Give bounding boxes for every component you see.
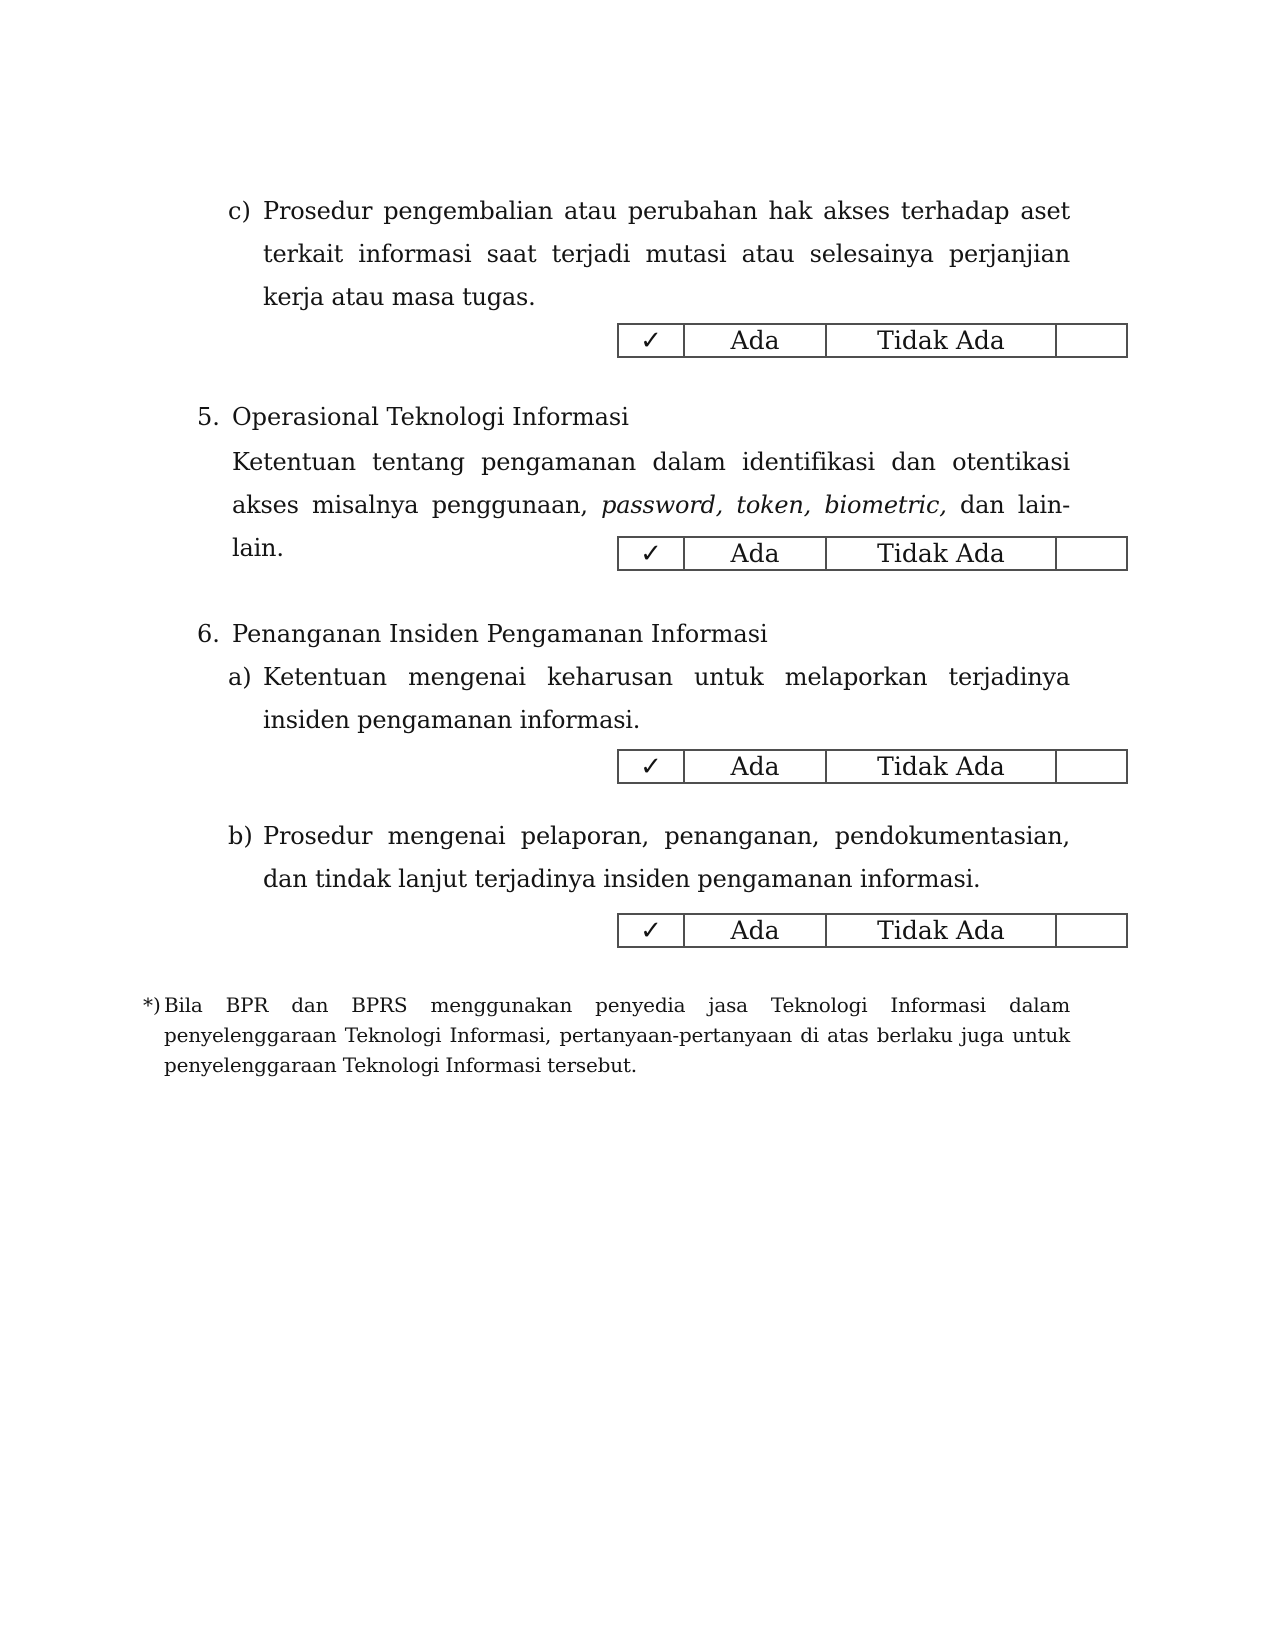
check-cell xyxy=(619,325,685,356)
ada-cell: Ada xyxy=(685,751,827,782)
list-marker-c: c) xyxy=(228,197,251,225)
checkmark-icon: ✓ xyxy=(640,915,662,946)
item-5-title: Operasional Teknologi Informasi xyxy=(232,403,629,431)
paragraph-item-6b: Prosedur mengenai pelaporan, penanganan, pendokumentasian, dan tindak lanjut terjadinya insiden pengamanan informasi. xyxy=(263,822,1070,893)
footnote-marker: *) xyxy=(143,993,161,1017)
paragraph-item-6a: Ketentuan mengenai keharusan untuk melaporkan terjadinya insiden pengamanan informasi. xyxy=(263,663,1070,734)
empty-cell xyxy=(1057,325,1126,356)
tidak-ada-cell: Tidak Ada xyxy=(827,325,1057,356)
list-marker-b: b) xyxy=(228,822,253,850)
checkmark-icon: ✓ xyxy=(640,538,662,569)
check-cell xyxy=(619,538,685,569)
paragraph-item-c: Prosedur pengembalian atau perubahan hak akses terhadap aset terkait informasi saat terjadi mutasi atau selesainya perjanjian kerja atau masa tugas. xyxy=(263,197,1070,311)
checklist-table-2 xyxy=(617,536,1128,571)
checkmark-icon: ✓ xyxy=(640,325,662,356)
tidak-ada-cell: Tidak Ada xyxy=(827,751,1057,782)
ada-cell: Ada xyxy=(685,325,827,356)
ada-cell: Ada xyxy=(685,538,827,569)
check-cell xyxy=(619,751,685,782)
list-number-5: 5. xyxy=(197,403,220,431)
empty-cell xyxy=(1057,751,1126,782)
checkmark-icon: ✓ xyxy=(640,751,662,782)
list-number-6: 6. xyxy=(197,620,220,648)
item-5-text-italic: password, token, biometric, xyxy=(601,491,947,519)
tidak-ada-cell: Tidak Ada xyxy=(827,915,1057,946)
list-marker-a: a) xyxy=(228,663,252,691)
checklist-table-4 xyxy=(617,913,1128,948)
empty-cell xyxy=(1057,538,1126,569)
item-6-title: Penanganan Insiden Pengamanan Informasi xyxy=(232,620,768,648)
check-cell xyxy=(619,915,685,946)
empty-cell xyxy=(1057,915,1126,946)
tidak-ada-cell: Tidak Ada xyxy=(827,538,1057,569)
item-5-text-end: dan lain-lain. xyxy=(232,491,1070,562)
checklist-table-3 xyxy=(617,749,1128,784)
ada-cell: Ada xyxy=(685,915,827,946)
checklist-table-1 xyxy=(617,323,1128,358)
item-5-text-start: Ketentuan tentang pengamanan dalam identifikasi dan otentikasi akses misalnya penggunaan, xyxy=(232,448,1070,519)
footnote-text: Bila BPR dan BPRS menggunakan penyedia jasa Teknologi Informasi dalam penyelenggaraan Teknologi Informasi, pertanyaan-pertanyaan di atas berlaku juga untuk penyelenggaraan Teknologi Informasi tersebut. xyxy=(164,993,1070,1077)
